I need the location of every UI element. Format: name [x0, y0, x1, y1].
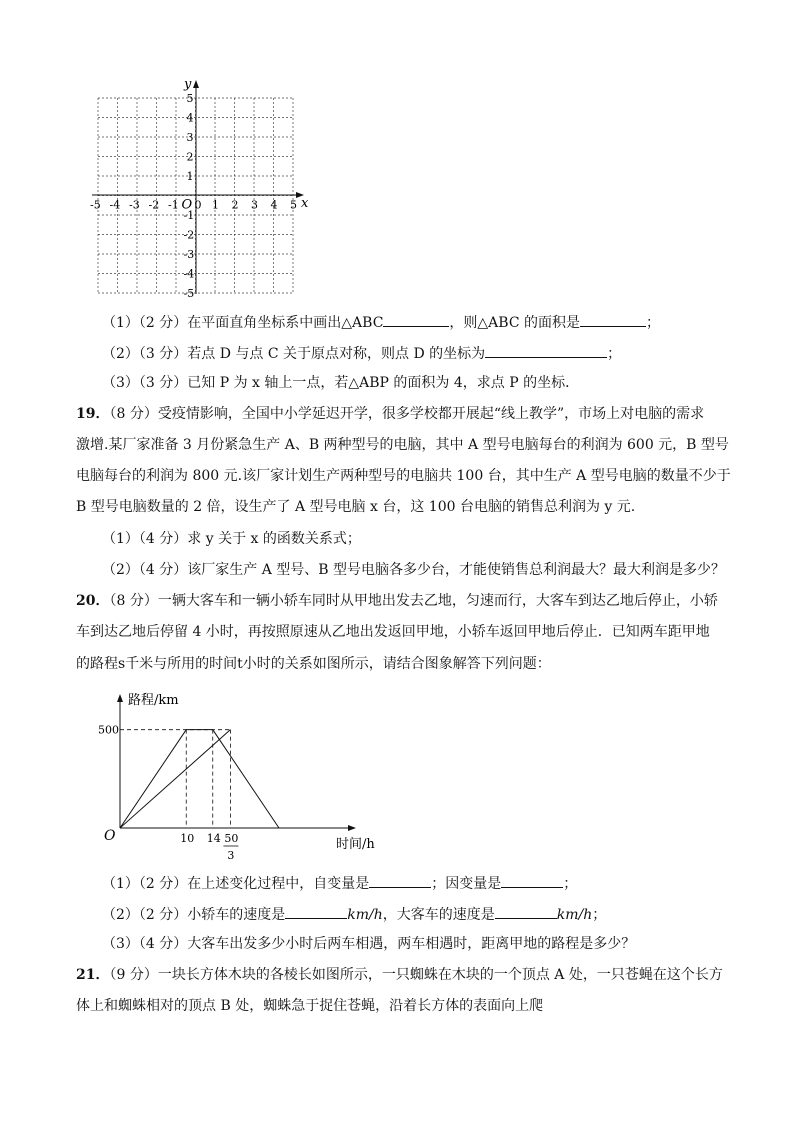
y-tick-label: 2 — [186, 150, 194, 164]
speed-unit: km/h — [556, 907, 593, 923]
q18-part2-text-b: ； — [607, 346, 622, 362]
chart-y-arrow — [117, 694, 123, 702]
q20-line3: 的路程s千米与所用的时间t小时的关系如图所示，请结合图象解答下列问题： — [76, 656, 551, 672]
chart-x-label: 时间/h — [336, 837, 375, 852]
answer-blank[interactable] — [580, 312, 646, 327]
chart-x-tick-label: 10 — [180, 832, 195, 845]
x-tick-label: 0 — [194, 198, 202, 212]
q20-line2: 车到达乙地后停留 4 小时，再按照原速从乙地出发返回甲地，小轿车返回甲地后停止．已知两车距甲地 — [76, 624, 710, 640]
x-tick-label: -4 — [109, 198, 121, 212]
x-axis-label: x — [301, 196, 309, 211]
x-tick-label: -1 — [168, 198, 179, 212]
q20-line1 — [76, 592, 718, 610]
q19-line4: B 型号电脑数量的 2 倍，设生产了 A 型号电脑 x 台，这 100 台电脑的销售总利润为 y 元. — [76, 499, 636, 515]
distance-time-chart — [96, 676, 386, 872]
y-tick-label: -4 — [183, 267, 195, 281]
y-tick-label: 5 — [186, 92, 194, 105]
answer-blank[interactable] — [285, 904, 347, 919]
q21-text-1: （9 分）一块长方体木块的各棱长如图所示，一只蜘蛛在木块的一个顶点 A 处，一只苍蝇在这个长方 — [109, 967, 723, 983]
q21-line1 — [76, 966, 723, 984]
q19-part1: （1）（4 分）求 y 关于 x 的函数关系式； — [102, 531, 361, 547]
q19-text-1: （8 分）受疫情影响，全国中小学延迟开学，很多学校都开展起“线上教学”，市场上对电脑的需求 — [109, 406, 705, 422]
q18-part1-text: （1）（2 分）在平面直角坐标系中画出△ABC — [102, 315, 384, 331]
y-axis-label: y — [184, 77, 192, 92]
answer-blank[interactable] — [369, 873, 431, 888]
q19-line3: 电脑每台的利润为 800 元.该厂家计划生产两种型号的电脑共 100 台，其中生产 A 型号电脑的数量不少于 — [76, 468, 731, 484]
q20-part1-text: （1）（2 分）在上述变化过程中，自变量是 — [102, 876, 370, 892]
y-tick-label: 1 — [186, 170, 194, 183]
q21-number: 21． — [76, 967, 110, 983]
q18-part2-text: （2）（3 分）若点 D 与点 C 关于原点对称，则点 D 的坐标为 — [102, 346, 486, 362]
answer-blank[interactable] — [383, 312, 449, 327]
origin-label: O — [181, 197, 193, 213]
q20-text-1: （8 分）一辆大客车和一辆小轿车同时从甲地出发去乙地，匀速而行，大客车到达乙地后停止，小轿 — [109, 593, 718, 609]
q18-part1-text-b: ，则△ABC 的面积是 — [449, 315, 580, 331]
coordinate-grid-figure — [88, 76, 320, 298]
y-tick-label: 4 — [186, 111, 194, 125]
chart-x-tick-label: 14 — [206, 832, 221, 845]
x-tick-label: 5 — [290, 198, 297, 212]
y-tick-label: -3 — [183, 248, 195, 261]
q20-part3: （3）（4 分）大客车出发多少小时后两车相遇，两车相遇时，距离甲地的路程是多少？ — [102, 936, 636, 952]
chart-origin-label: O — [104, 828, 116, 844]
answer-blank[interactable] — [485, 343, 607, 358]
answer-blank[interactable] — [501, 873, 563, 888]
y-tick-label: -2 — [183, 228, 195, 242]
y-tick-label: 3 — [186, 131, 194, 144]
q20-part1-text-b: ；因变量是 — [431, 876, 502, 892]
x-tick-label: 4 — [270, 198, 278, 212]
q20-part2-text-b: ，大客车的速度是 — [382, 907, 495, 923]
chart-x-arrow — [348, 825, 356, 831]
q18-part1 — [102, 312, 660, 332]
y-tick-label: -5 — [183, 287, 195, 298]
chart-series-line — [120, 730, 230, 828]
x-tick-label: 3 — [251, 198, 258, 212]
q20-part2-text: （2）（2 分）小轿车的速度是 — [102, 907, 286, 923]
q19-line2: 激增.某厂家准备 3 月份紧急生产 A、B 两种型号的电脑，其中 A 型号电脑每台的利润为 600 元，B 型号 — [76, 437, 729, 453]
y-axis-arrow — [193, 80, 199, 88]
chart-series-line — [120, 730, 279, 828]
q19-part2: （2）（4 分）该厂家生产 A 型号、B 型号电脑各多少台，才能使销售总利润最大？最大利润是多少？ — [102, 562, 726, 578]
chart-y-label: 路程/km — [128, 693, 179, 708]
x-tick-label: -2 — [148, 198, 160, 212]
q21-line2: 体上和蜘蛛相对的顶点 B 处，蜘蛛急于捉住苍蝇，沿着长方体的表面向上爬 — [76, 998, 544, 1014]
q19-number: 19． — [76, 406, 110, 422]
q18-part2 — [102, 343, 621, 363]
q20-part1-text-c: ； — [563, 876, 578, 892]
answer-blank[interactable] — [495, 904, 557, 919]
q20-part2-text-c: ； — [592, 907, 607, 923]
q20-number: 20． — [76, 593, 110, 609]
q19-line1 — [76, 405, 704, 423]
chart-y-tick-label: 500 — [98, 723, 119, 737]
chart-layer — [98, 693, 375, 862]
q18-part3: （3）（3 分）已知 P 为 x 轴上一点，若△ABP 的面积为 4，求点 P 的坐标． — [102, 375, 580, 391]
q20-part1 — [102, 873, 577, 893]
q20-part2 — [102, 904, 606, 924]
speed-unit: km/h — [347, 907, 383, 923]
q18-part1-text-c: ； — [646, 315, 660, 331]
chart-x-tick-numerator: 50 — [224, 832, 239, 845]
x-tick-label: 1 — [212, 198, 219, 212]
x-tick-label: -3 — [129, 198, 140, 212]
x-tick-label: 2 — [231, 198, 239, 212]
x-tick-label: -5 — [90, 198, 101, 212]
y-tick-label: -1 — [183, 209, 195, 222]
chart-x-tick-denominator: 3 — [227, 849, 235, 862]
